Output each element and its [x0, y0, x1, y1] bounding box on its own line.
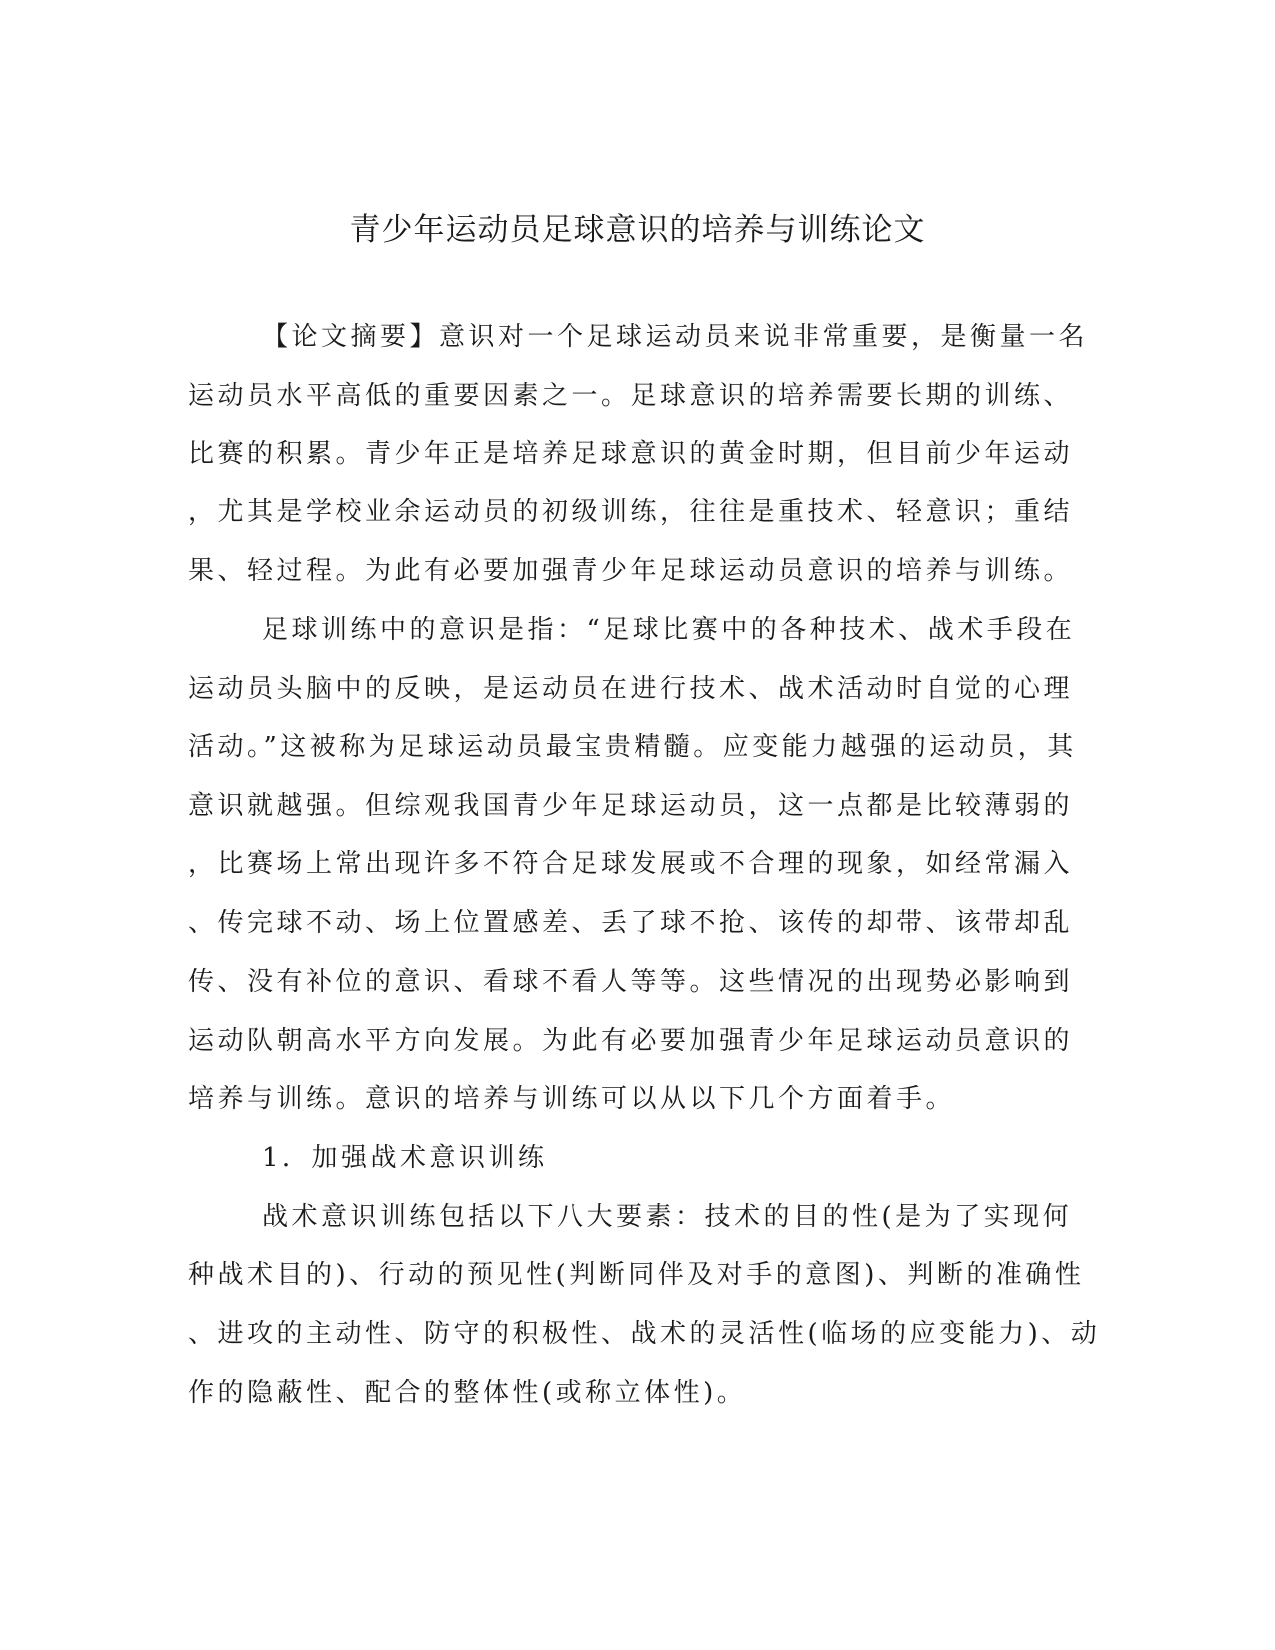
text-line: 足球训练中的意识是指：“足球比赛中的各种技术、战术手段在 [262, 615, 1076, 645]
text-line: 比赛的积累。青少年正是培养足球意识的黄金时期，但目前少年运动 [188, 439, 1074, 469]
text-line: 意识就越强。但综观我国青少年足球运动员，这一点都是比较薄弱的 [188, 791, 1074, 821]
text-line: ，尤其是学校业余运动员的初级训练，往往是重技术、轻意识；重结 [188, 497, 1074, 527]
text-line: 运动员水平高低的重要因素之一。足球意识的培养需要长期的训练、 [188, 381, 1074, 411]
text-line: 【论文摘要】意识对一个足球运动员来说非常重要，是衡量一名 [262, 322, 1089, 352]
text-line: 培养与训练。意识的培养与训练可以从以下几个方面着手。 [188, 1084, 956, 1114]
text-line: 作的隐蔽性、配合的整体性(或称立体性)。 [188, 1378, 747, 1408]
text-line: 传、没有补位的意识、看球不看人等等。这些情况的出现势必影响到 [188, 967, 1074, 997]
text-line: 、传完球不动、场上位置感差、丢了球不抢、该传的却带、该带却乱 [188, 908, 1074, 938]
section-heading: 1．加强战术意识训练 [262, 1143, 548, 1173]
text-line: 果、轻过程。为此有必要加强青少年足球运动员意识的培养与训练。 [188, 556, 1074, 586]
text-line: 运动员头脑中的反映，是运动员在进行技术、战术活动时自觉的心理 [188, 674, 1074, 704]
document-title: 青少年运动员足球意识的培养与训练论文 [349, 212, 926, 248]
text-line: ，比赛场上常出现许多不符合足球发展或不合理的现象，如经常漏入 [188, 849, 1074, 879]
text-line: 运动队朝高水平方向发展。为此有必要加强青少年足球运动员意识的 [188, 1026, 1074, 1056]
text-line: 种战术目的)、行动的预见性(判断同伴及对手的意图)、判断的准确性 [188, 1260, 1085, 1290]
text-line: 战术意识训练包括以下八大要素：技术的目的性(是为了实现何 [262, 1202, 1073, 1232]
text-line: 、进攻的主动性、防守的积极性、战术的灵活性(临场的应变能力)、动 [188, 1319, 1101, 1349]
text-line: 活动。”这被称为足球运动员最宝贵精髓。应变能力越强的运动员，其 [188, 732, 1077, 762]
